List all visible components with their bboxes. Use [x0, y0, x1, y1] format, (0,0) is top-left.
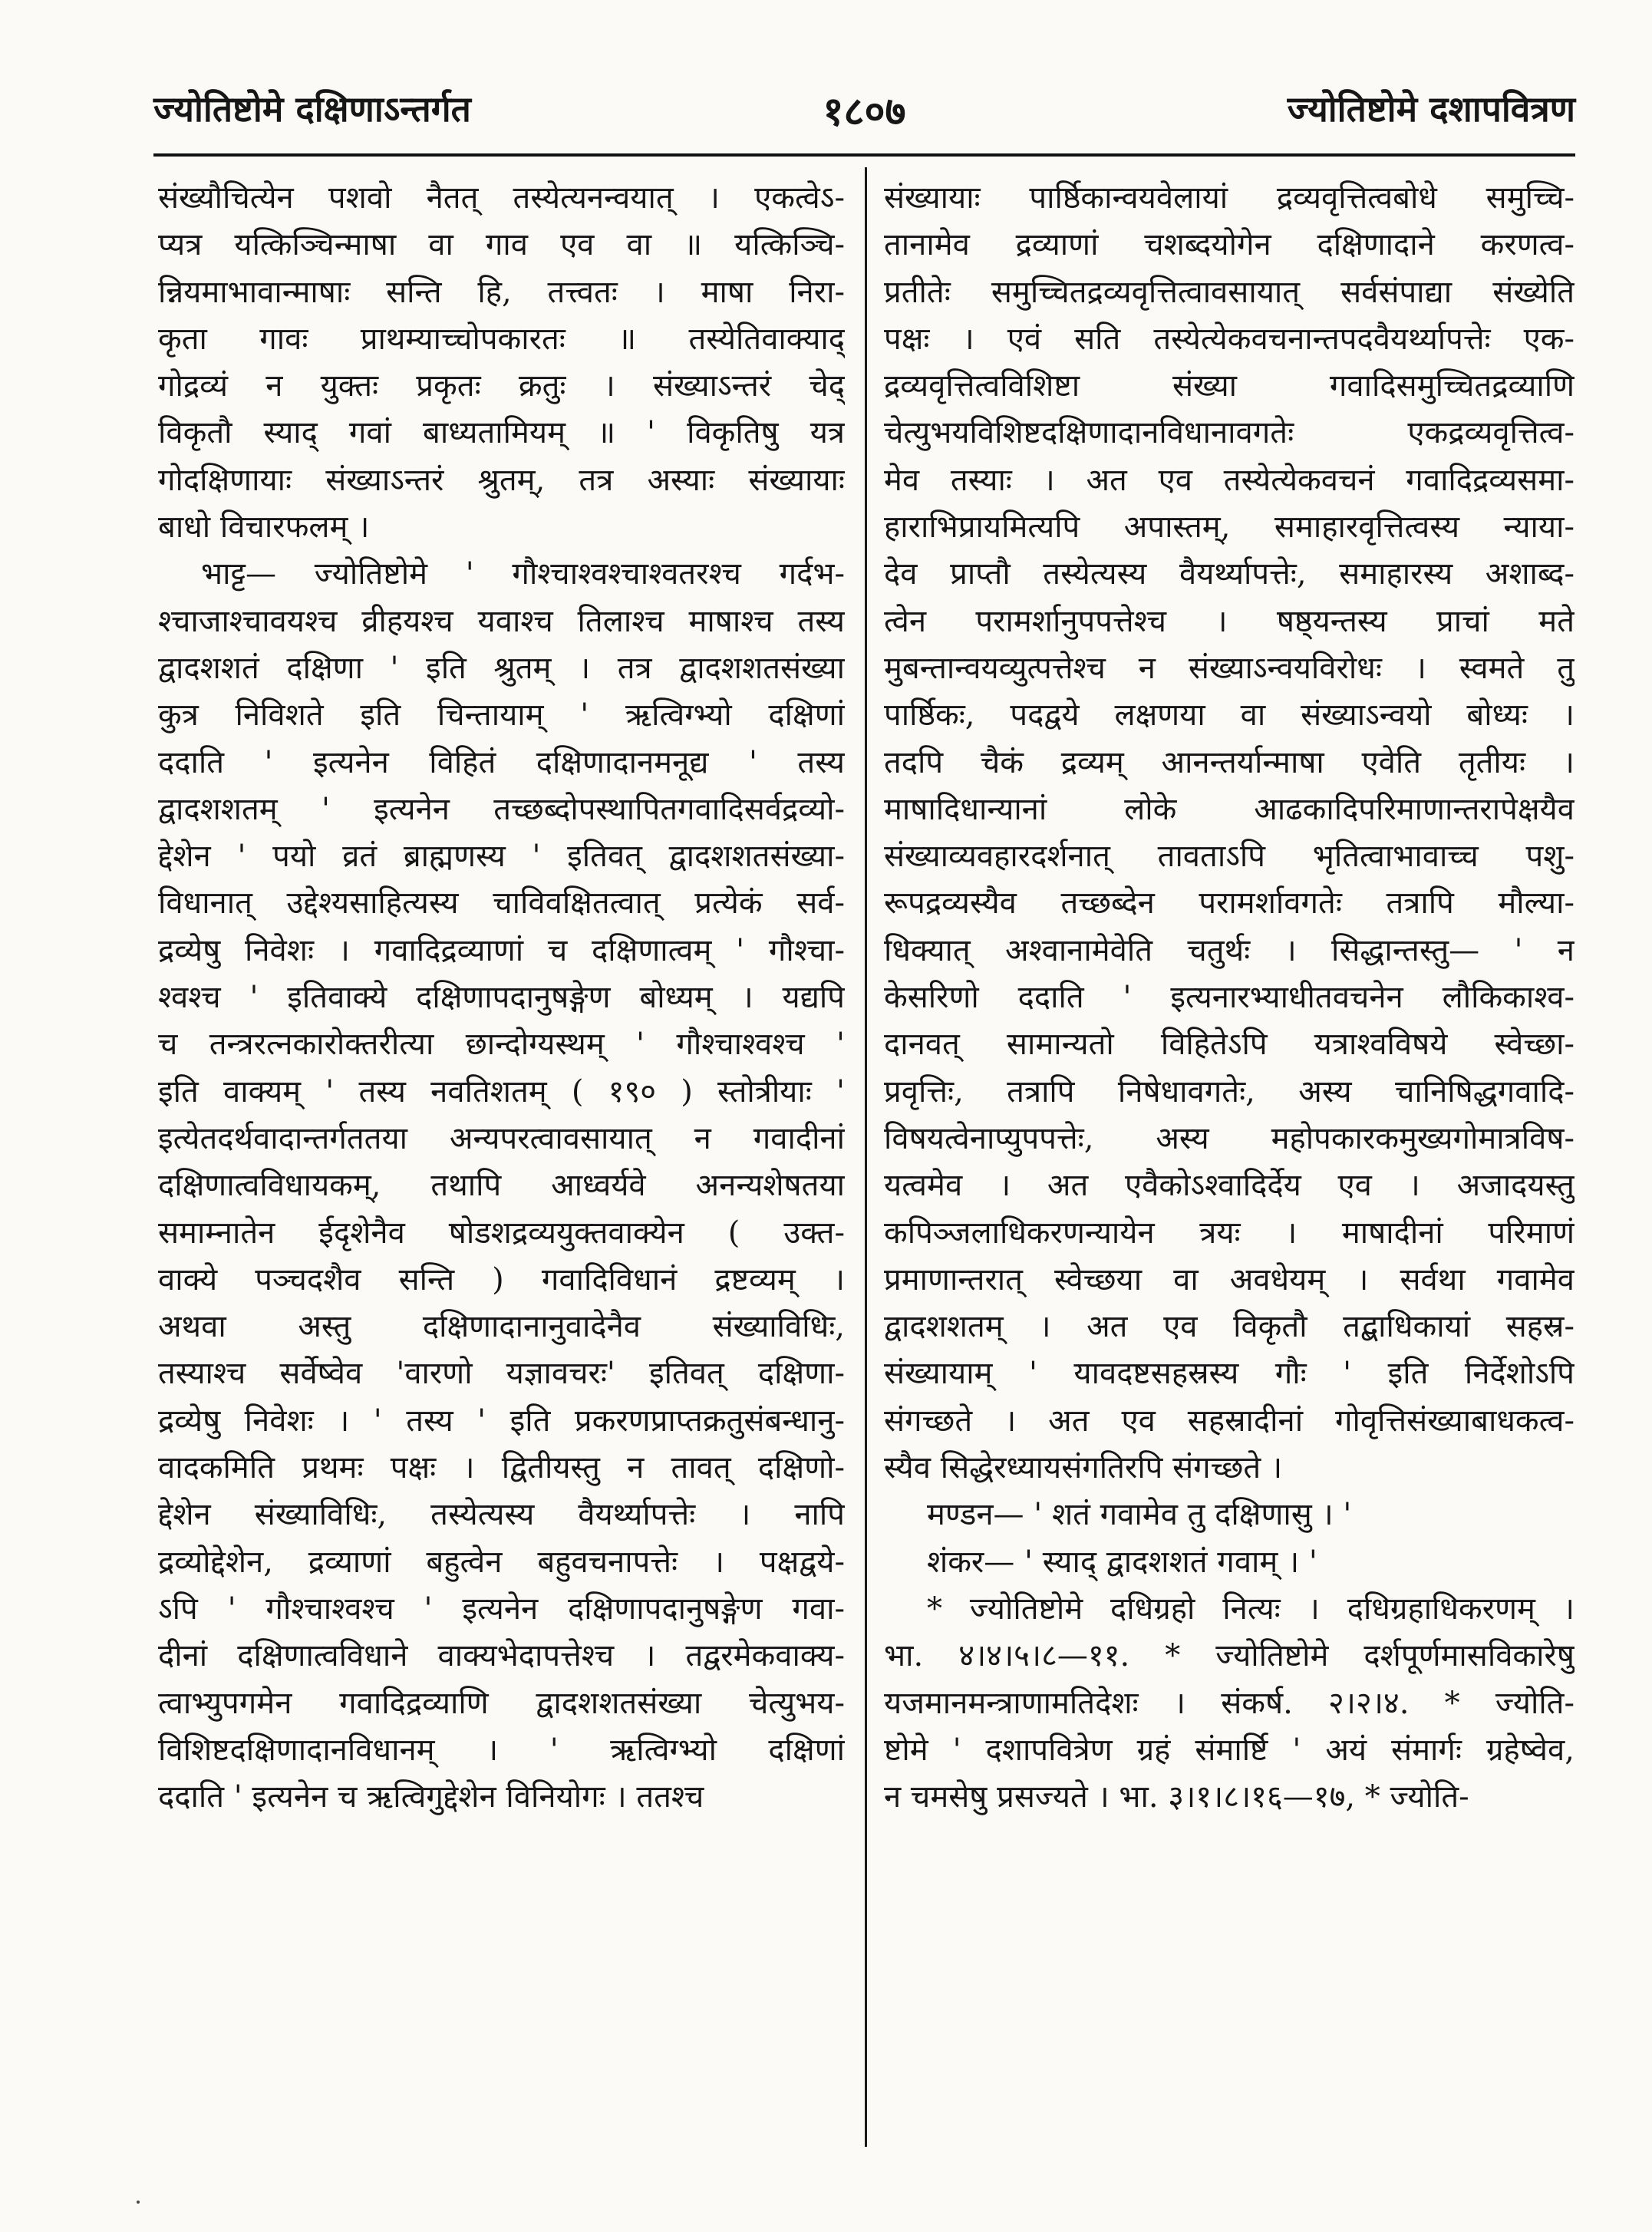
- text-line: कृता गावः प्राथम्याच्चोपकारतः ॥ तस्येतिवाक्याद्: [158, 321, 845, 357]
- text-line: विशिष्टदक्षिणादानविधानम् । ' ऋत्विग्भ्यो दक्षिणां: [158, 1732, 845, 1768]
- text-line: विषयत्वेनाप्युपपत्तेः, अस्य महोपकारकमुख्यगोमात्रविष-: [884, 1120, 1575, 1156]
- text-line: दक्षिणात्वविधायकम्, तथापि आध्वर्यवे अनन्यशेषतया: [158, 1168, 845, 1204]
- text-line: केसरिणो ददाति ' इत्यनारभ्याधीतवचनेन लौकिकाश्व-: [884, 980, 1575, 1016]
- text-line: ऽपि ' गौश्चाश्वश्च ' इत्यनेन दक्षिणापदानुषङ्गेण गवा-: [158, 1591, 845, 1627]
- text-line: भा. ४।४।५।८—११. * ज्योतिष्टोमे दर्शपूर्णमासविकारेषु: [884, 1638, 1575, 1674]
- header-left-title: ज्योतिष्टोमे दक्षिणाऽन्तर्गत: [153, 88, 471, 130]
- text-line: द्देशेन ' पयो व्रतं ब्राह्मणस्य ' इतिवत् द्वादशशतसंख्या-: [158, 839, 845, 875]
- left-column: [158, 175, 845, 1821]
- text-line: ददाति ' इत्यनेन च ऋत्विगुद्देशेन विनियोगः । ततश्च: [158, 1779, 704, 1815]
- text-line: गोद्रव्यं न युक्तः प्रकृतः क्रतुः । संख्याऽन्तरं चेद्: [158, 368, 845, 404]
- text-line: समाम्नातेन ईदृशेनैव षोडशद्रव्ययुक्तवाक्येन ( उक्त-: [158, 1215, 845, 1251]
- text-line: प्रमाणान्तरात् स्वेच्छया वा अवधेयम् । सर्वथा गवामेव: [884, 1261, 1575, 1297]
- text-line: न्नियमाभावान्माषाः सन्ति हि, तत्त्वतः । माषा निरा-: [158, 274, 845, 310]
- text-line: न चमसेषु प्रसज्यते । भा. ३।१।८।१६—१७, * ज्योति-: [884, 1779, 1469, 1815]
- text-line: बाधो विचारफलम् ।: [158, 509, 370, 546]
- text-line: च तन्त्ररत्नकारोक्तरीत्या छान्दोग्यस्थम् ' गौश्चाश्वश्च ': [158, 1027, 845, 1063]
- header-rule: [153, 153, 1575, 157]
- text-line: संख्याव्यवहारदर्शनात् तावताऽपि भृतित्वाभावाच्च पशु-: [884, 839, 1575, 875]
- text-line: त्वाभ्युपगमेन गवादिद्रव्याणि द्वादशशतसंख्या चेत्युभय-: [158, 1685, 845, 1721]
- text-line: * ज्योतिष्टोमे दधिग्रहो नित्यः । दधिग्रहाधिकरणम् ।: [927, 1591, 1575, 1627]
- text-line: संख्यायाम् ' यावदष्टसहस्रस्य गौः ' इति निर्देशोऽपि: [884, 1356, 1575, 1392]
- page-number: १८०७: [823, 88, 906, 135]
- text-line: द्रव्यवृत्तित्वविशिष्टा संख्या गवादिसमुच्चितद्रव्याणि: [884, 368, 1575, 404]
- right-column: [884, 175, 1575, 1821]
- text-line: देव प्राप्तौ तस्येत्यस्य वैयर्थ्यापत्तेः, समाहारस्य अशाब्द-: [884, 556, 1575, 592]
- text-line: प्रवृत्तिः, तत्रापि निषेधावगतेः, अस्य चानिषिद्धगवादि-: [884, 1073, 1575, 1109]
- text-line: श्वश्च ' इतिवाक्ये दक्षिणापदानुषङ्गेण बोध्यम् । यद्यपि: [158, 980, 845, 1016]
- text-line: द्रव्योद्देशेन, द्रव्याणां बहुत्वेन बहुवचनापत्तेः । पक्षद्वये-: [158, 1544, 845, 1580]
- text-line: पार्ष्ठिकः, पदद्वये लक्षणया वा संख्याऽन्वयो बोध्यः ।: [884, 697, 1575, 734]
- text-line: गोदक्षिणायाः संख्याऽन्तरं श्रुतम्, तत्र अस्याः संख्यायाः: [158, 462, 845, 498]
- text-line: कुत्र निविशते इति चिन्तायाम् ' ऋत्विग्भ्यो दक्षिणां: [158, 697, 845, 734]
- text-line: प्यत्र यत्किञ्चिन्माषा वा गाव एव वा ॥ यत्किञ्चि-: [158, 227, 845, 263]
- text-line: ददाति ' इत्यनेन विहितं दक्षिणादानमनूद्य ' तस्य: [158, 744, 845, 780]
- column-divider: [865, 167, 867, 2147]
- text-line: विधानात् उद्देश्यसाहित्यस्य चाविवक्षितत्वात् प्रत्येकं सर्व-: [158, 885, 845, 921]
- text-line: मेव तस्याः । अत एव तस्येत्येकवचनं गवादिद्रव्यसमा-: [884, 462, 1575, 498]
- text-line: द्वादशशतम् । अत एव विकृतौ तद्बाधिकायां सहस्र-: [884, 1309, 1575, 1345]
- text-line: संगच्छते । अत एव सहस्रादीनां गोवृत्तिसंख्याबाधकत्व-: [884, 1403, 1575, 1439]
- text-line: तस्याश्च सर्वेष्वेव 'वारणो यज्ञावचरः' इतिवत् दक्षिणा-: [158, 1356, 845, 1392]
- running-header: [153, 77, 1575, 146]
- text-line: धिक्यात् अश्वानामेवेति चतुर्थः । सिद्धान्तस्तु— ' न: [884, 932, 1575, 968]
- text-line: वादकमिति प्रथमः पक्षः । द्वितीयस्तु न तावत् दक्षिणो-: [158, 1450, 845, 1486]
- text-line: अथवा अस्तु दक्षिणादानानुवादेनैव संख्याविधिः,: [158, 1309, 845, 1345]
- text-line: द्वादशशतम् ' इत्यनेन तच्छब्दोपस्थापितगवादिसर्वद्रव्यो-: [158, 791, 845, 827]
- text-line: रूपद्रव्यस्यैव तच्छब्देन परामर्शावगतेः तत्रापि मौल्या-: [884, 885, 1575, 921]
- text-line: चेत्युभयविशिष्टदक्षिणादानविधानावगतेः एकद्रव्यवृत्तित्व-: [884, 415, 1575, 451]
- text-line: माषादिधान्यानां लोके आढकादिपरिमाणान्तरापेक्षयैव: [884, 791, 1575, 827]
- text-line: तानामेव द्रव्याणां चशब्दयोगेन दक्षिणादाने करणत्व-: [884, 227, 1575, 263]
- text-line: इति वाक्यम् ' तस्य नवतिशतम् ( १९० ) स्तोत्रीयाः ': [158, 1073, 845, 1109]
- text-line: स्यैव सिद्धेरध्यायसंगतिरपि संगच्छते ।: [884, 1450, 1283, 1486]
- text-line: प्रतीतेः समुच्चितद्रव्यवृत्तित्वावसायात् सर्वसंपाद्या संख्येति: [884, 274, 1575, 310]
- text-line: यत्वमेव । अत एवैकोऽश्वादिर्देय एव । अजादयस्तु: [884, 1168, 1575, 1204]
- text-line: विकृतौ स्याद् गवां बाध्यतामियम् ॥ ' विकृतिषु यत्र: [158, 415, 845, 451]
- text-line: तदपि चैकं द्रव्यम् आनन्तर्यान्माषा एवेति तृतीयः ।: [884, 744, 1575, 780]
- text-line: शंकर— ' स्याद् द्वादशशतं गवाम् । ': [927, 1544, 1317, 1580]
- text-line: श्चाजाश्चावयश्च व्रीहयश्च यवाश्च तिलाश्च माषाश्च तस्य: [158, 603, 845, 639]
- text-line: इत्येतदर्थवादान्तर्गततया अन्यपरत्वावसायात् न गवादीनां: [158, 1120, 845, 1156]
- text-line: हाराभिप्रायमित्यपि अपास्तम्, समाहारवृत्तित्वस्य न्याया-: [884, 509, 1575, 546]
- page-speck: [137, 2201, 140, 2204]
- text-line: दानवत् सामान्यतो विहितेऽपि यत्राश्वविषये स्वेच्छा-: [884, 1027, 1575, 1063]
- text-line: भाट्ट— ज्योतिष्टोमे ' गौश्चाश्वश्चाश्वतरश्च गर्दभ-: [201, 556, 845, 592]
- text-line: यजमानमन्त्राणामतिदेशः । संकर्ष. २।२।४. * ज्योति-: [884, 1685, 1575, 1721]
- text-line: ष्टोमे ' दशापवित्रेण ग्रहं संमार्ष्टि ' अयं संमार्गः ग्रहेष्वेव,: [884, 1732, 1575, 1768]
- text-line: मुबन्तान्वयव्युत्पत्तेश्च न संख्याऽन्वयविरोधः । स्वमते तु: [884, 650, 1575, 686]
- text-line: मण्डन— ' शतं गवामेव तु दक्षिणासु । ': [927, 1497, 1352, 1533]
- text-line: संख्यौचित्येन पशवो नैतत् तस्येत्यनन्वयात् । एकत्वेऽ-: [158, 180, 845, 216]
- text-line: द्वादशशतं दक्षिणा ' इति श्रुतम् । तत्र द्वादशशतसंख्या: [158, 650, 845, 686]
- header-right-title: ज्योतिष्टोमे दशापवित्रण: [1287, 88, 1575, 130]
- text-line: द्देशेन संख्याविधिः, तस्येत्यस्य वैयर्थ्यापत्तेः । नापि: [158, 1497, 845, 1533]
- text-line: संख्यायाः पार्ष्ठिकान्वयवेलायां द्रव्यवृत्तित्वबोधे समुच्चि-: [884, 180, 1575, 216]
- text-line: त्वेन परामर्शानुपपत्तेश्च । षष्ठ्यन्तस्य प्राचां मते: [884, 603, 1575, 639]
- text-line: द्रव्येषु निवेशः । ' तस्य ' इति प्रकरणप्राप्तक्रतुसंबन्धानु-: [158, 1403, 845, 1439]
- text-line: कपिञ्जलाधिकरणन्यायेन त्रयः । माषादीनां परिमाणं: [884, 1215, 1575, 1251]
- text-line: वाक्ये पञ्चदशैव सन्ति ) गवादिविधानं द्रष्टव्यम् ।: [158, 1261, 845, 1297]
- text-line: दीनां दक्षिणात्वविधाने वाक्यभेदापत्तेश्च । तद्वरमेकवाक्य-: [158, 1638, 845, 1674]
- text-line: पक्षः । एवं सति तस्येत्येकवचनान्तपदवैयर्थ्यापत्तेः एक-: [884, 321, 1575, 357]
- text-line: द्रव्येषु निवेशः । गवादिद्रव्याणां च दक्षिणात्वम् ' गौश्चा-: [158, 932, 845, 968]
